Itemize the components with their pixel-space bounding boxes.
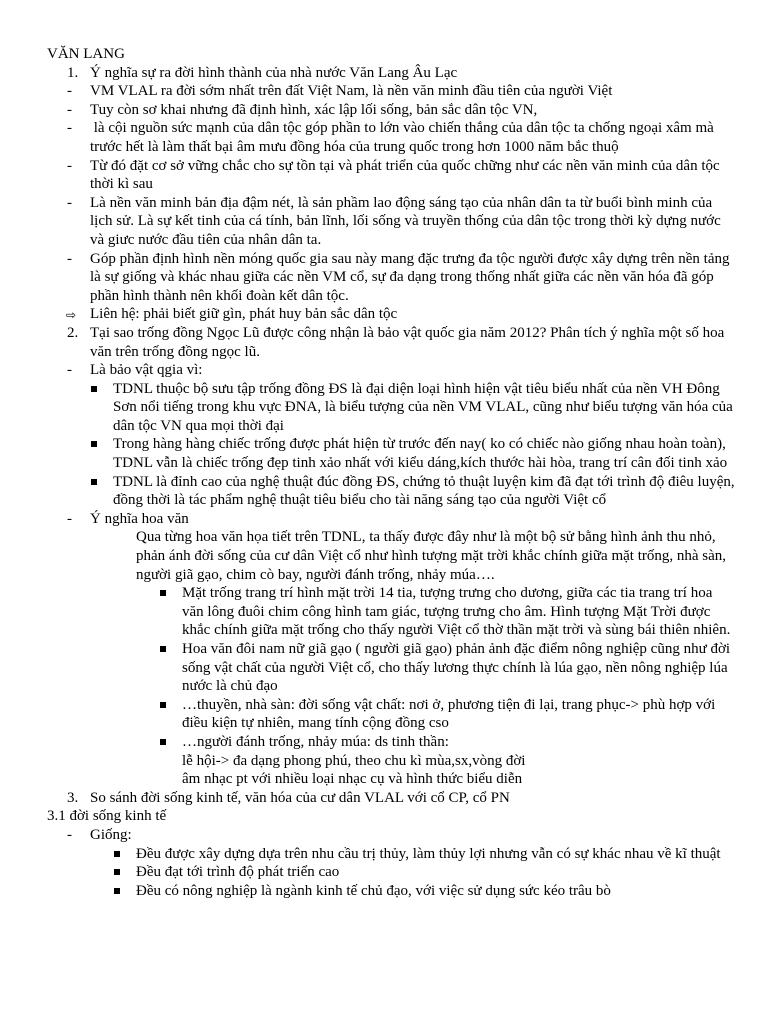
question-text: So sánh đời sống kinh tế, văn hóa của cư dân VLAL với cổ CP, cổ PN: [90, 789, 510, 806]
list-item: - Là nền văn minh bản địa đậm nét, là sản phầm lao động sáng tạo của nhân dân ta từ buổi bình minh của lịch sử. Là sự kết tinh của cá tính, bản lĩnh, lối sống và truyền thống của dân tộc trong thời kỳ dựng nước và giưc nước đầu tiên của nhân dân ta.: [67, 194, 721, 248]
bullet-item: Đều được xây dựng dựa trên nhu cầu trị thủy, làm thủy lợi nhưng vẫn có sự khác nhau về kĩ thuật: [47, 845, 737, 864]
square-bullet-icon: [114, 869, 120, 875]
document-title: VĂN LANG: [47, 46, 125, 62]
question-3: [47, 789, 737, 808]
document-body: [47, 45, 737, 900]
dash-marker: -: [67, 120, 72, 137]
dash-marker: -: [67, 157, 72, 174]
list-number: 3.: [67, 789, 79, 806]
question-1: [47, 64, 737, 83]
continuation-line: lễ hội-> đa dạng phong phú, theo chu kì mùa,sx,vòng đời: [182, 752, 526, 769]
question-2: [47, 324, 737, 361]
dash-marker: -: [67, 362, 72, 379]
bullet-item: Đều có nông nghiệp là ngành kinh tế chủ đạo, với việc sử dụng sức kéo trâu bò: [47, 882, 737, 901]
bullet-item: TDNL thuộc bộ sưu tập trống đồng ĐS là đại diện loại hình hiện vật tiêu biểu nhất của nền VH Đông Sơn nổi tiếng trong khu vực ĐNA, là biểu tượng của nền VM VLAL, cũng như biểu tượng văn hóa của dân tộc VN qua mọi thời đại: [47, 380, 737, 436]
square-bullet-icon: [160, 646, 166, 652]
bullet-item: Hoa văn đôi nam nữ giã gạo ( người giã gạo) phản ảnh đặc điểm nông nghiệp cũng như đời sống vật chất của người Việt cổ, cho thấy lương thực chính là lúa gạo, nền nông nghiệp lúa nước là chủ đạo: [47, 640, 737, 696]
list-item: - VM VLAL ra đời sớm nhất trên đất Việt Nam, là nền văn minh đầu tiên của người Việt: [67, 83, 613, 100]
square-bullet-icon: [91, 441, 97, 447]
paragraph: Qua từng hoa văn họa tiết trên TDNL, ta thấy được đây như là một bộ sử bằng hình ảnh thu nhỏ, phản ánh đời sống của cư dân Việt cổ như hình tượng mặt trời khắc chính giữa mặt trống, nhà sàn, người giã gạo, chim cò bay, người đánh trống, nhảy múa….: [136, 529, 727, 583]
square-bullet-icon: [91, 479, 97, 485]
list-item: - là cội nguồn sức mạnh của dân tộc góp phần to lớn vào chiến thắng của dân tộc ta chống ngoại xâm mà trước hết là làm thất bại âm mưu đồng hóa của trung quốc trong hơn 1000 năm bắc thuộ: [67, 120, 718, 155]
square-bullet-icon: [160, 739, 166, 745]
dash-marker: -: [67, 194, 72, 211]
arrow-icon: ⇨: [66, 308, 77, 323]
dash-marker: -: [67, 101, 72, 118]
list-item: - Tuy còn sơ khai nhưng đã định hình, xác lập lối sống, bản sắc dân tộc VN,: [67, 101, 538, 118]
square-bullet-icon: [91, 386, 97, 392]
dash-marker: -: [67, 250, 72, 267]
list-item: - Ý nghĩa hoa văn: [67, 510, 189, 527]
dash-marker: -: [67, 83, 72, 100]
question-text: Ý nghĩa sự ra đời hình thành của nhà nước Văn Lang Âu Lạc: [90, 64, 458, 81]
list-number: 1.: [67, 64, 79, 81]
bullet-item: Trong hàng hàng chiếc trống được phát hiện từ trước đến nay( ko có chiếc nào giống nhau hoàn toàn), TDNL vẫn là chiếc trống đẹp tinh xảo nhất với kiểu dáng,kích thước hài hòa, trang trí cân đối tinh xảo: [47, 435, 737, 472]
square-bullet-icon: [160, 702, 166, 708]
list-item: - Là bảo vật qgia vì:: [67, 362, 203, 379]
section-heading: 3.1 đời sống kinh tế: [47, 808, 167, 825]
bullet-item: Đều đạt tới trình độ phát triển cao: [47, 863, 737, 882]
square-bullet-icon: [114, 888, 120, 894]
bullet-item: …thuyền, nhà sàn: đời sống vật chất: nơi ở, phương tiện đi lại, trang phục-> phù hợp với điều kiện tự nhiên, mang tính cộng đồng cso: [47, 696, 737, 733]
dash-marker: -: [67, 826, 72, 843]
square-bullet-icon: [114, 851, 120, 857]
dash-marker: -: [67, 510, 72, 527]
continuation-line: âm nhạc pt với nhiều loại nhạc cụ và hình thức biểu diễn: [182, 771, 523, 788]
bullet-item: TDNL là đỉnh cao của nghệ thuật đúc đồng ĐS, chứng tỏ thuật luyện kim đã đạt tới trình độ điêu luyện, đồng thời là tác phẩm nghệ thuật tiêu biểu cho tài năng sáng tạo của người Việt cổ: [47, 473, 737, 510]
bullet-item: Mặt trống trang trí hình mặt trời 14 tia, tượng trưng cho dương, giữa các tia trang trí hoa văn lông đuôi chim công hình tam giác, tượng trưng cho âm. Hình tượng Mặt Trời được khắc chính giữa mặt trống cho thấy người Việt cổ thờ thần mặt trời và sùng bái thiên nhiên.: [47, 584, 737, 640]
link-note: ⇨ Liên hệ: phải biết giữ gìn, phát huy bản sắc dân tộc: [47, 305, 737, 324]
list-item: - Từ đó đặt cơ sở vững chắc cho sự tồn tại và phát triển của quốc chững như các nền văn minh của dân tộc thời kì sau: [67, 157, 720, 193]
list-number: 2.: [67, 324, 79, 341]
bullet-item: …người đánh trống, nhảy múa: ds tinh thần:: [47, 733, 737, 752]
square-bullet-icon: [160, 590, 166, 596]
list-item: - Góp phần định hình nền móng quốc gia sau này mang đặc trưng đa tộc người được xây dựng trên nền tảng là sự giống và khác nhau giữa các nền VM cổ, sự đa dạng trong thống nhất giữa các nền văn hóa đã góp phần hình thành nên khối đoàn kết dân tộc.: [67, 250, 730, 304]
question-text: Tại sao trống đồng Ngọc Lũ được công nhận là bảo vật quốc gia năm 2012? Phân tích ý nghĩa một số hoa văn trên trống đồng ngọc lũ.: [90, 324, 725, 360]
list-item: - Giống:: [67, 826, 132, 843]
